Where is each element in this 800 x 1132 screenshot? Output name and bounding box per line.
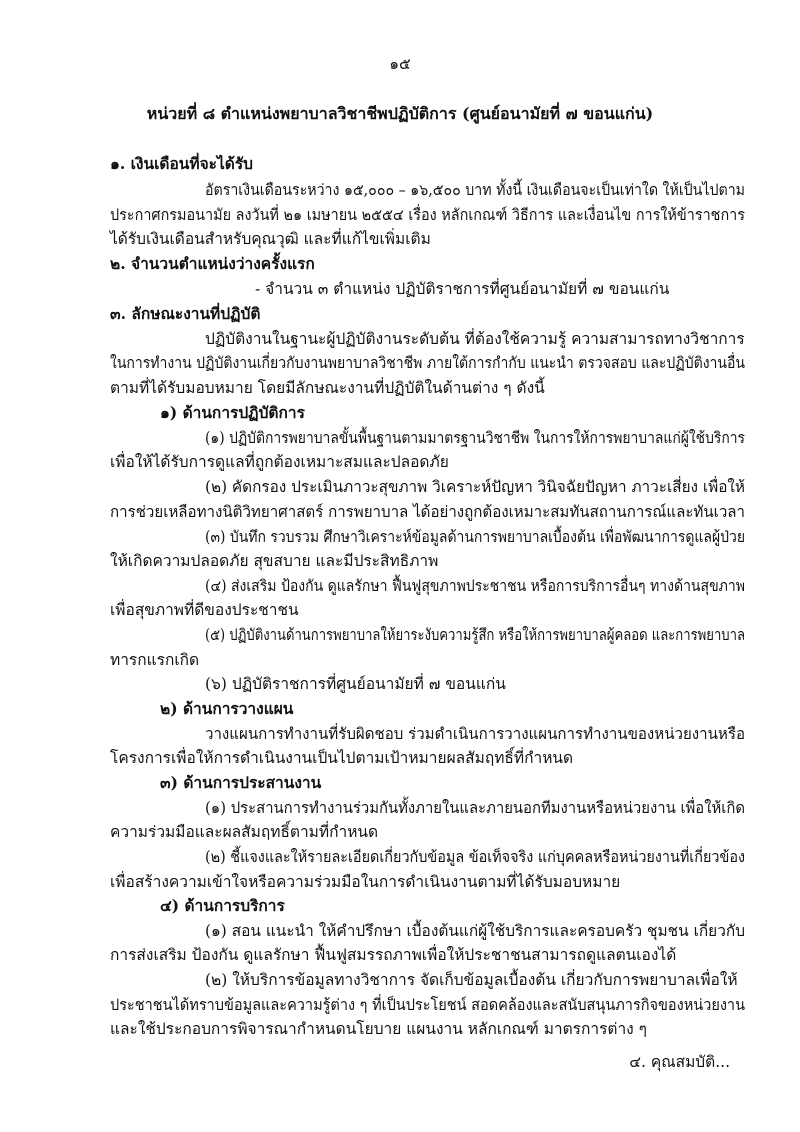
list-item: (๑) ปฏิบัติการพยาบาลขั้นพื้นฐานตามมาตรฐานวิชาชีพ ในการให้การพยาบาลแก่ผู้ใช้บริการ [205, 429, 745, 447]
list-item-continued: เพื่อสุขภาพที่ดีของประชาชน [110, 601, 299, 619]
list-item-continued: การส่งเสริม ป้องกัน ดูแลรักษา ฟื้นฟูสมรรถภาพเพื่อให้ประชาชนสามารถดูแลตนเองได้ [110, 946, 677, 964]
paragraph-line: โครงการเพื่อให้การดำเนินงานเป็นไปตามเป้าหมายผลสัมฤทธิ์ที่กำหนด [110, 749, 574, 767]
paragraph-line: อัตราเงินเดือนระหว่าง ๑๕,๐๐๐ – ๑๖,๕๐๐ บาท ทั้งนี้ เงินเดือนจะเป็นเท่าใด ให้เป็นไปตาม [205, 181, 745, 199]
subsection-heading-coordination: ๓) ด้านการประสานงาน [160, 773, 322, 792]
list-item: (๒) ให้บริการข้อมูลทางวิชาการ จัดเก็บข้อมูลเบื้องต้น เกี่ยวกับการพยาบาลเพื่อให้ [205, 971, 738, 989]
section-heading-vacancies: ๒. จำนวนตำแหน่งว่างครั้งแรก [110, 254, 315, 273]
list-item-continued: ความร่วมมือและผลสัมฤทธิ์ตามที่กำหนด [110, 823, 379, 841]
document-title: หน่วยที่ ๘ ตำแหน่งพยาบาลวิชาชีพปฏิบัติการ (ศูนย์อนามัยที่ ๗ ขอนแก่น) [146, 104, 654, 123]
subsection-heading-operations: ๑) ด้านการปฏิบัติการ [160, 403, 305, 422]
paragraph-line: - จำนวน ๓ ตำแหน่ง ปฏิบัติราชการที่ศูนย์อนามัยที่ ๗ ขอนแก่น [255, 280, 670, 298]
list-item-continued: และใช้ประกอบการพิจารณากำหนดนโยบาย แผนงาน หลักเกณฑ์ มาตรการต่าง ๆ [110, 1020, 648, 1038]
continuation-note: ๔. คุณสมบัติ... [629, 1053, 730, 1071]
list-item: (๔) ส่งเสริม ป้องกัน ดูแลรักษา ฟื้นฟูสุขภาพประชาชน หรือการบริการอื่นๆ ทางด้านสุขภาพ [205, 577, 745, 595]
paragraph-line: ได้รับเงินเดือนสำหรับคุณวุฒิ และที่แก้ไขเพิ่มเติม [110, 230, 431, 248]
paragraph-line: ในการทำงาน ปฏิบัติงานเกี่ยวกับงานพยาบาลวิชาชีพ ภายใต้การกำกับ แนะนำ ตรวจสอบ และปฏิบัติงานอื่น [110, 354, 745, 372]
section-heading-duties: ๓. ลักษณะงานที่ปฏิบัติ [110, 304, 261, 323]
page-number: ๑๕ [389, 55, 411, 73]
list-item: (๖) ปฏิบัติราชการที่ศูนย์อนามัยที่ ๗ ขอนแก่น [205, 675, 506, 693]
paragraph-line: ปฏิบัติงานในฐานะผู้ปฏิบัติงานระดับต้น ที่ต้องใช้ความรู้ ความสามารถทางวิชาการ [205, 330, 745, 348]
subsection-heading-service: ๔) ด้านการบริการ [160, 896, 285, 915]
section-heading-salary: ๑. เงินเดือนที่จะได้รับ [110, 154, 254, 173]
list-item: (๑) สอน แนะนำ ให้คำปรึกษา เบื้องต้นแก่ผู้ใช้บริการและครอบครัว ชุมชน เกี่ยวกับ [205, 922, 745, 940]
paragraph-line: ประกาศกรมอนามัย ลงวันที่ ๒๑ เมษายน ๒๕๕๔ เรื่อง หลักเกณฑ์ วิธีการ และเงื่อนไข การให้ข้าราชการ [110, 206, 745, 224]
paragraph-line: ตามที่ได้รับมอบหมาย โดยมีลักษณะงานที่ปฏิบัติในด้านต่าง ๆ ดังนี้ [110, 379, 545, 397]
list-item: (๑) ประสานการทำงานร่วมกันทั้งภายในและภายนอกทีมงานหรือหน่วยงาน เพื่อให้เกิด [205, 799, 745, 817]
list-item-continued: เพื่อสร้างความเข้าใจหรือความร่วมมือในการดำเนินงานตามที่ได้รับมอบหมาย [110, 873, 621, 891]
list-item-continued: ให้เกิดความปลอดภัย สุขสบาย และมีประสิทธิภาพ [110, 552, 439, 570]
list-item-continued: เพื่อให้ได้รับการดูแลที่ถูกต้องเหมาะสมและปลอดภัย [110, 453, 449, 471]
subsection-heading-planning: ๒) ด้านการวางแผน [160, 699, 294, 718]
list-item: (๒) คัดกรอง ประเมินภาวะสุขภาพ วิเคราะห์ปัญหา วินิจฉัยปัญหา ภาวะเสี่ยง เพื่อให้ [205, 478, 745, 496]
list-item: (๒) ชี้แจงและให้รายละเอียดเกี่ยวกับข้อมูล ข้อเท็จจริง แก่บุคคลหรือหน่วยงานที่เกี่ยวข้อง [205, 848, 745, 866]
list-item-continued: ทารกแรกเกิด [110, 651, 200, 669]
list-item-continued: ประชาชนได้ทราบข้อมูลและความรู้ต่าง ๆ ที่เป็นประโยชน์ สอดคล้องและสนับสนุนภารกิจของหน่วยงาน [110, 996, 745, 1014]
list-item-continued: การช่วยเหลือทางนิติวิทยาศาสตร์ การพยาบาล ได้อย่างถูกต้องเหมาะสมทันสถานการณ์และทันเวลา [110, 503, 745, 521]
list-item: (๓) บันทึก รวบรวม ศึกษาวิเคราะห์ข้อมูลด้านการพยาบาลเบื้องต้น เพื่อพัฒนาการดูแลผู้ป่วย [205, 528, 745, 546]
paragraph-line: วางแผนการทำงานที่รับผิดชอบ ร่วมดำเนินการวางแผนการทำงานของหน่วยงานหรือ [205, 725, 745, 743]
list-item: (๕) ปฏิบัติงานด้านการพยาบาลให้ยาระงับความรู้สึก หรือให้การพยาบาลผู้คลอด และการพยาบาล [205, 626, 745, 644]
